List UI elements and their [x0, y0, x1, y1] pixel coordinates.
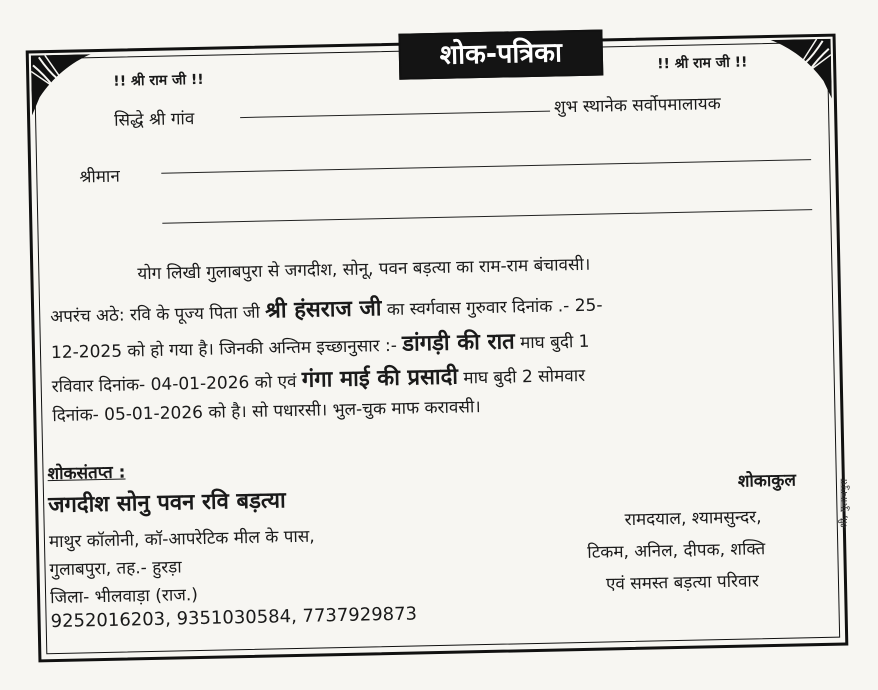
left-blessing-tag: !! श्री राम जी !!	[113, 71, 204, 90]
right-blessing-tag: !! श्री राम जी !!	[656, 54, 748, 73]
mourners-line-1: रामदयाल, श्यामसुन्दर,	[624, 507, 762, 531]
card-title: शोक-पत्रिका	[398, 29, 603, 79]
sender-heading: शोकसंतप्त :	[47, 462, 126, 485]
mourners-line-2: टिकम, अनिल, दीपक, शक्ति	[587, 539, 766, 563]
deceased-name: श्री हंसराज जी	[265, 296, 382, 324]
event-2-name: गंगा माई की प्रसादी	[301, 364, 459, 393]
body-line-5: दिनांक- 05-01-2026 को है। सो पधारसी। भुल-चुक माफ करावसी।	[52, 397, 481, 427]
body-line-3-end: माघ बुदी 1	[519, 331, 590, 354]
mourners-heading: शोकाकुल	[737, 470, 797, 492]
greeting-label: शुभ स्थानेक सर्वोपमालायक	[553, 94, 721, 118]
corner-ornament-top-left-icon	[31, 54, 102, 125]
body-line-3-start: 12-2025 को हो गया है। जिनकी अन्तिम इच्छानुसार :-	[50, 335, 398, 364]
body-line-2-end: का स्वर्गवास गुरुवार दिनांक .- 25-	[386, 295, 603, 321]
body-line-4-start: रविवार दिनांक- 04-01-2026 को एवं	[51, 371, 297, 398]
sender-address-3: जिला- भीलवाड़ा (राज.)	[49, 585, 199, 609]
recipient-label: श्रीमान	[79, 166, 121, 188]
sender-names: जगदीश सोनु पवन रवि बड़त्या	[47, 488, 286, 519]
body-line-4-end: माघ बुदी 2 सोमवार	[463, 365, 586, 389]
village-label: सिद्धे श्री गांव	[113, 109, 195, 131]
corner-ornament-top-right-icon	[761, 39, 832, 110]
event-1-name: डांगड़ी की रात	[401, 329, 515, 357]
body-line-1: योग लिखी गुलाबपुरा से जगदीश, सोनू, पवन बड़त्या का राम-राम बंचावसी।	[137, 254, 591, 285]
mourners-line-3: एवं समस्त बड़त्या परिवार	[605, 571, 760, 595]
printer-stamp: श्री, गुलाबपुरा	[839, 478, 850, 528]
sender-address-1: माथुर कॉलोनी, कॉ-आपरेटिक मील के पास,	[48, 526, 315, 553]
card-outer-border	[26, 34, 849, 663]
body-line-2-start: अपरंच अठे: रवि के पूज्य पिता जी	[50, 302, 261, 328]
sender-address-2: गुलाबपुरा, तह.- हुरड़ा	[49, 557, 182, 581]
sender-phone-numbers: 9252016203, 9351030584, 7737929873	[50, 603, 418, 633]
